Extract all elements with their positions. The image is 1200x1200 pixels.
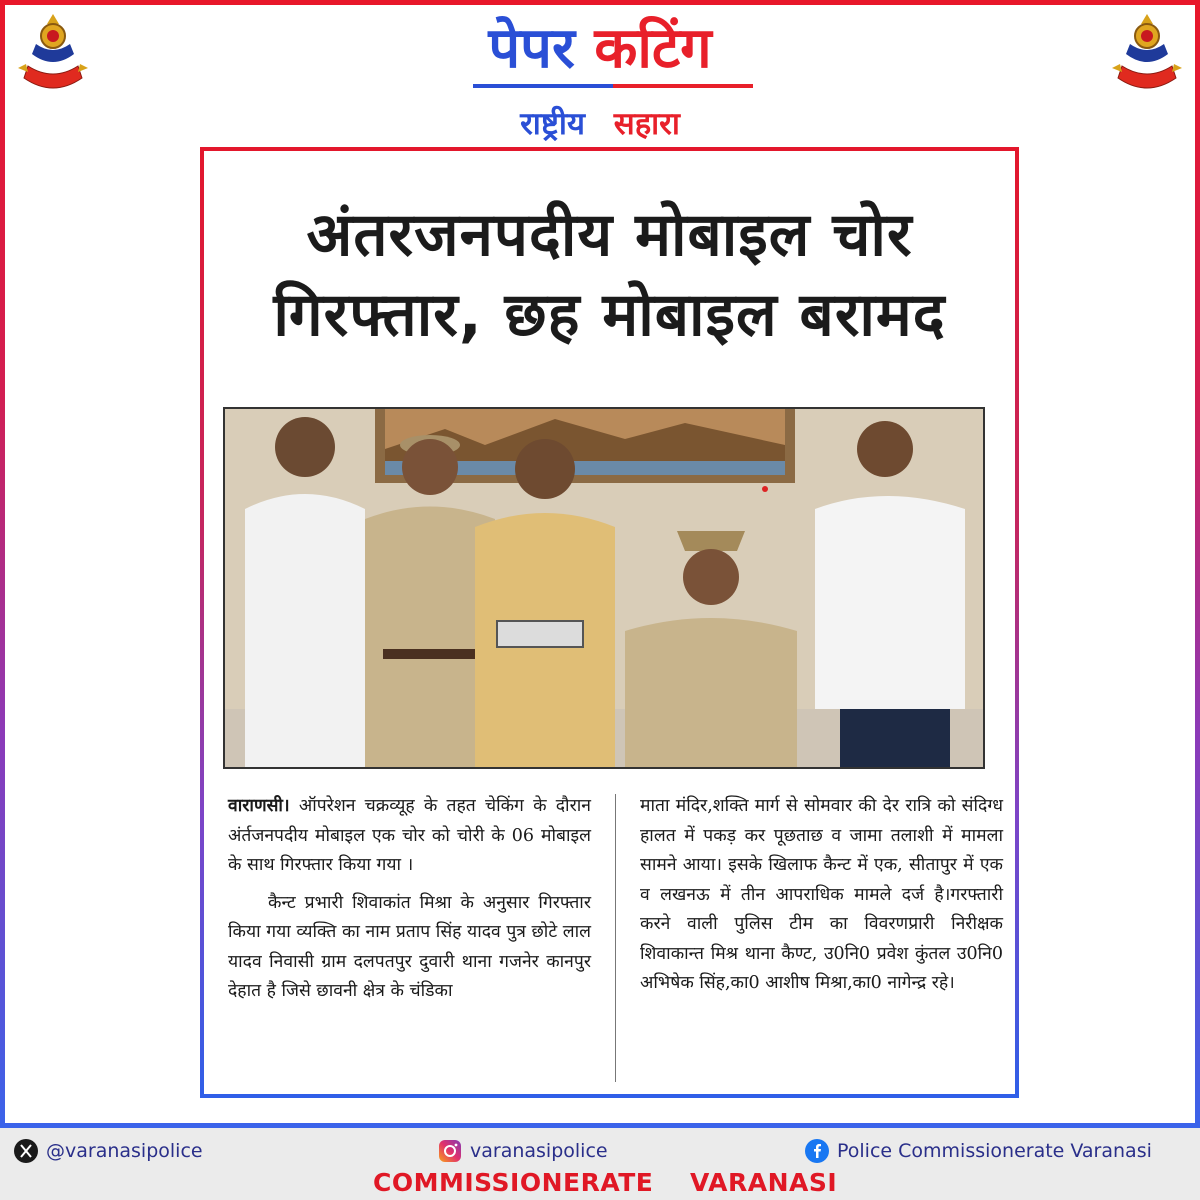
article-column-1	[228, 792, 591, 1007]
article-paragraph	[228, 792, 591, 881]
title-word-1: पेपर	[488, 16, 575, 81]
footer-org-word-1: COMMISSIONERATE	[373, 1168, 654, 1197]
instagram-handle: varanasipolice	[470, 1140, 608, 1162]
instagram-link[interactable]	[438, 1138, 608, 1164]
clipping-headline	[204, 195, 1015, 355]
instagram-icon	[438, 1139, 462, 1163]
newspaper-word-1: राष्ट्रीय	[520, 106, 585, 142]
page-title	[0, 14, 1200, 84]
title-underline-red	[613, 84, 753, 88]
paragraph-text: ऑपरेशन चक्रव्यूह के तहत चेकिंग के दौरान अंर्तजनपदीय मोबाइल एक चोर को चोरी के 06 मोबाइल के साथ गिरफ्तार किया गया ।	[228, 796, 591, 875]
facebook-icon	[805, 1139, 829, 1163]
newspaper-word-2: सहारा	[613, 106, 680, 142]
footer-org-word-2: VARANASI	[690, 1168, 838, 1197]
title-underline-blue	[473, 84, 613, 88]
facebook-link[interactable]	[805, 1138, 1152, 1164]
headline-line-1: अंतरजनपदीय मोबाइल चोर	[306, 200, 913, 270]
article-column-2	[640, 792, 1003, 999]
twitter-handle: @varanasipolice	[46, 1140, 203, 1162]
article-paragraph: माता मंदिर,शक्ति मार्ग से सोमवार की देर रात्रि को संदिग्ध हालत में पकड़ कर पूछताछ व जामा तलाशी में मामला सामने आया। इसके खिलाफ कैन्ट में एक, सीतापुर में एक व लखनऊ में तीन आपराधिक मामले दर्ज है।गरफ्तारी करने वाली पुलिस टीम का विवरणप्रारी निरीक्षक शिवाकान्त मिश्र थाना कैण्ट, उ0नि0 प्रवेश कुंतल उ0नि0 अभिषेक सिंह,का0 आशीष मिश्रा,का0 नागेन्द्र रहे।	[640, 796, 1003, 993]
news-photo	[223, 407, 985, 769]
newspaper-name	[0, 104, 1200, 144]
footer-bar	[0, 1128, 1200, 1200]
column-divider	[615, 794, 616, 1082]
x-twitter-icon	[14, 1139, 38, 1163]
dateline: वाराणसी।	[228, 796, 290, 816]
facebook-page-name: Police Commissionerate Varanasi	[837, 1140, 1152, 1162]
news-clipping	[200, 147, 1019, 1098]
twitter-link[interactable]	[14, 1138, 203, 1164]
headline-line-2: गिरफ्तार, छह मोबाइल बरामद	[273, 280, 946, 350]
article-body	[228, 792, 1003, 1087]
title-word-2: कटिंग	[594, 16, 712, 81]
article-paragraph: कैन्ट प्रभारी शिवाकांत मिश्रा के अनुसार गिरफ्तार किया गया व्यक्ति का नाम प्रताप सिंह यादव पुत्र छोटे लाल यादव निवासी ग्राम दलपतपुर दुवारी थाना गजनेर कानपुर देहात है जिसे छावनी क्षेत्र के चंडिका	[228, 892, 591, 1001]
